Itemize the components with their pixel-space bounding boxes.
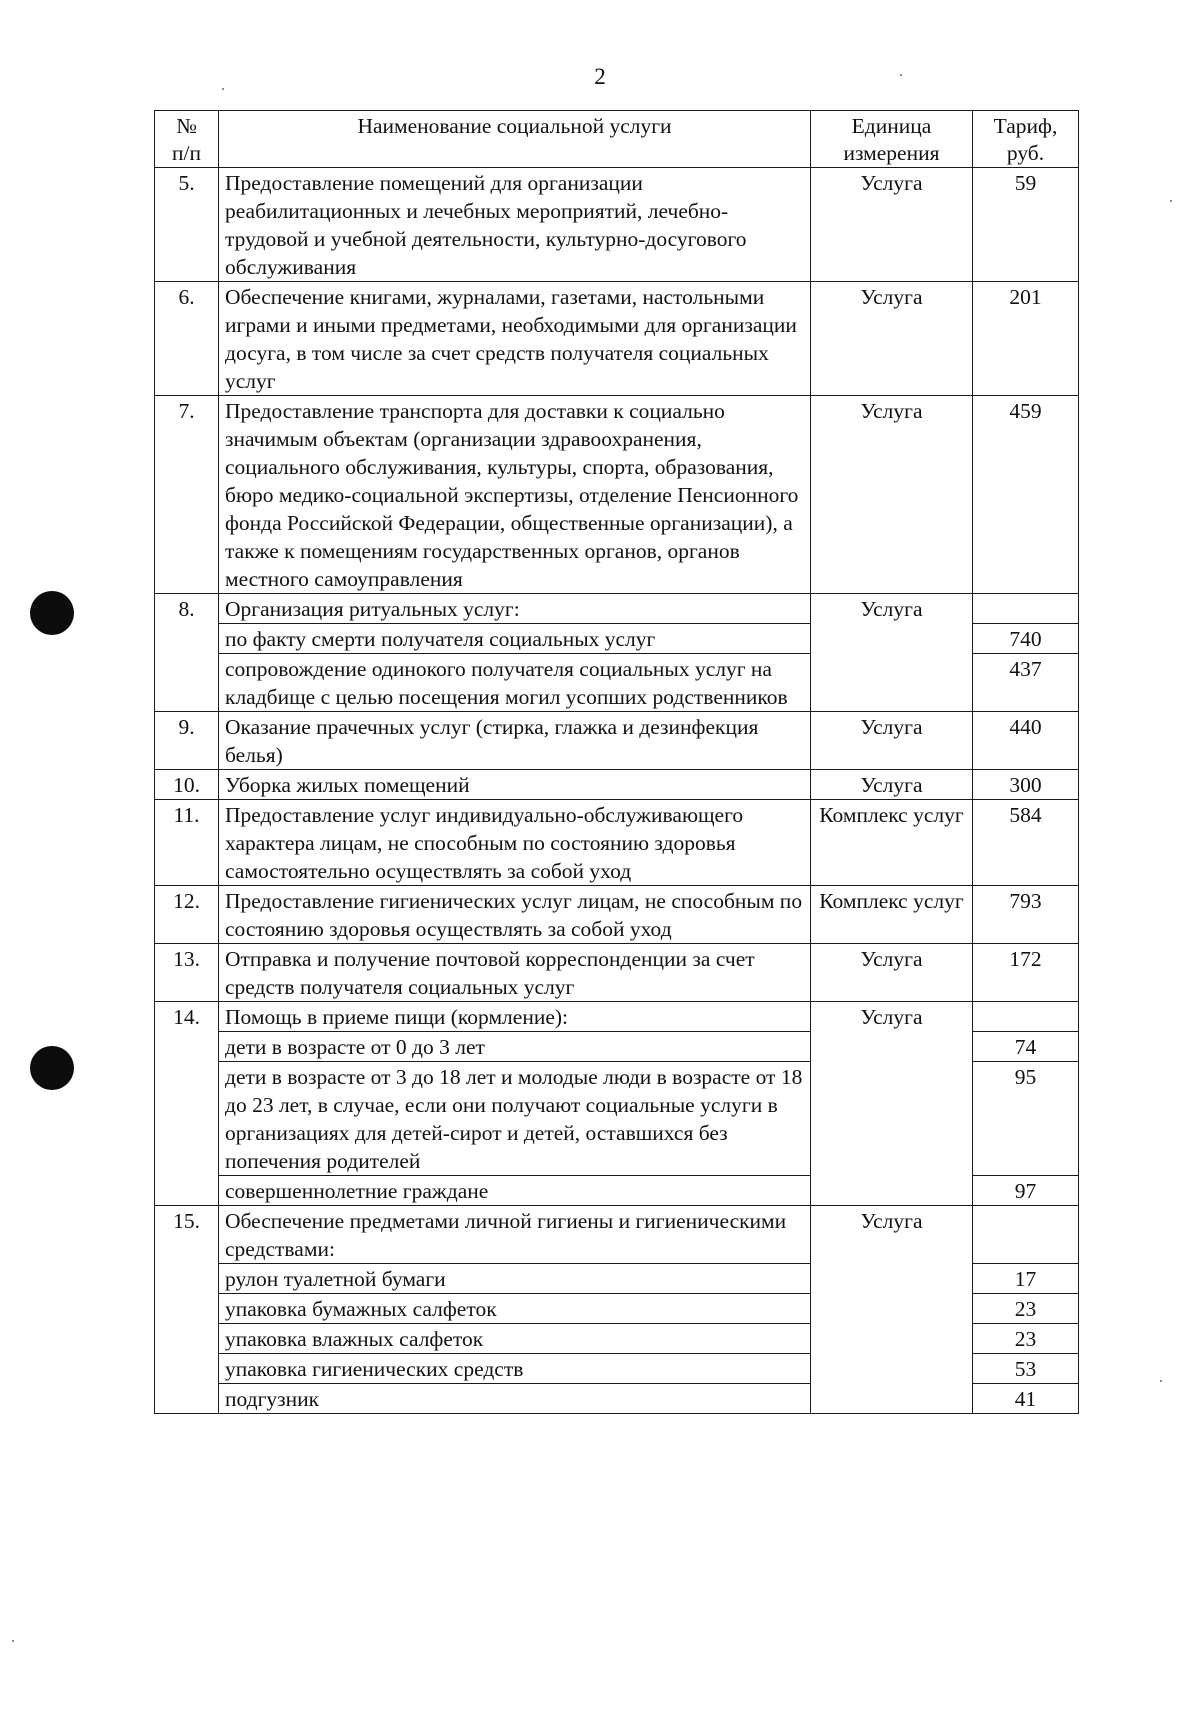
tariff-value: 172 (973, 944, 1079, 1002)
tariff-value: 53 (973, 1354, 1079, 1384)
service-subitem-name: рулон туалетной бумаги (219, 1264, 811, 1294)
tariff-value: 23 (973, 1324, 1079, 1354)
row-number: 6. (155, 282, 219, 396)
unit-of-measure: Услуга (811, 168, 973, 282)
tariff-value: 740 (973, 624, 1079, 654)
service-subitem-name: упаковка бумажных салфеток (219, 1294, 811, 1324)
service-name: Предоставление помещений для организации реабилитационных и лечебных мероприятий, лечебно-трудовой и учебной деятельности, культурно-досугового обслуживания (219, 168, 811, 282)
header-tariff: Тариф, руб. (973, 111, 1079, 168)
row-number: 12. (155, 886, 219, 944)
tariff-value: 59 (973, 168, 1079, 282)
table-row (155, 1206, 1079, 1264)
service-subitem-name: сопровождение одинокого получателя социальных услуг на кладбище с целью посещения могил усопших родственников (219, 654, 811, 712)
service-name: Предоставление услуг индивидуально-обслуживающего характера лицам, не способным по состоянию здоровья самостоятельно осуществлять за собой уход (219, 800, 811, 886)
unit-of-measure: Комплекс услуг (811, 800, 973, 886)
table-row (155, 800, 1079, 886)
service-name: Оказание прачечных услуг (стирка, глажка и дезинфекция белья) (219, 712, 811, 770)
tariff-value: 17 (973, 1264, 1079, 1294)
service-name: Организация ритуальных услуг: (219, 594, 811, 624)
header-service-name: Наименование социальной услуги (219, 111, 811, 168)
tariff-value: 300 (973, 770, 1079, 800)
unit-of-measure: Услуга (811, 712, 973, 770)
tariff-value: 440 (973, 712, 1079, 770)
table-row (155, 712, 1079, 770)
tariff-value: 459 (973, 396, 1079, 594)
unit-of-measure: Услуга (811, 396, 973, 594)
tariff-value: 41 (973, 1384, 1079, 1414)
row-number: 8. (155, 594, 219, 712)
tariff-value (973, 1002, 1079, 1032)
table-body (155, 168, 1079, 1414)
row-number: 13. (155, 944, 219, 1002)
unit-of-measure: Услуга (811, 282, 973, 396)
table-row (155, 1002, 1079, 1032)
service-name: Обеспечение предметами личной гигиены и гигиеническими средствами: (219, 1206, 811, 1264)
service-subitem-name: дети в возрасте от 3 до 18 лет и молодые люди в возрасте от 18 до 23 лет, в случае, если они получают социальные услуги в организациях для детей-сирот и детей, оставшихся без попечения родителей (219, 1062, 811, 1176)
unit-of-measure: Услуга (811, 1206, 973, 1414)
unit-of-measure: Комплекс услуг (811, 886, 973, 944)
service-name: Уборка жилых помещений (219, 770, 811, 800)
scan-speck (222, 88, 224, 90)
scan-speck (900, 74, 902, 76)
unit-of-measure: Услуга (811, 944, 973, 1002)
service-name: Предоставление гигиенических услуг лицам, не способным по состоянию здоровья осуществлять за собой уход (219, 886, 811, 944)
service-subitem-name: подгузник (219, 1384, 811, 1414)
tariff-value (973, 1206, 1079, 1264)
row-number: 7. (155, 396, 219, 594)
table-row (155, 594, 1079, 624)
service-name: Помощь в приеме пищи (кормление): (219, 1002, 811, 1032)
tariff-value (973, 594, 1079, 624)
punch-hole-mark (30, 591, 74, 635)
services-tariff-table (154, 110, 1079, 1414)
header-unit: Единица измерения (811, 111, 973, 168)
unit-of-measure: Услуга (811, 594, 973, 712)
service-name: Обеспечение книгами, журналами, газетами, настольными играми и иными предметами, необходимыми для организации досуга, в том числе за счет средств получателя социальных услуг (219, 282, 811, 396)
service-subitem-name: дети в возрасте от 0 до 3 лет (219, 1032, 811, 1062)
unit-of-measure: Услуга (811, 770, 973, 800)
service-name: Отправка и получение почтовой корреспонденции за счет средств получателя социальных услуг (219, 944, 811, 1002)
tariff-value: 437 (973, 654, 1079, 712)
table-header-row (155, 111, 1079, 168)
row-number: 11. (155, 800, 219, 886)
table-row (155, 168, 1079, 282)
tariff-value: 74 (973, 1032, 1079, 1062)
table-row (155, 396, 1079, 594)
punch-hole-mark (30, 1046, 74, 1090)
service-name: Предоставление транспорта для доставки к социально значимым объектам (организации здравоохранения, социального обслуживания, культуры, спорта, образования, бюро медико-социальной экспертизы, отделение Пенсионного фонда Российской Федерации, общественные организации), а также к помещениям государственных органов, органов местного самоуправления (219, 396, 811, 594)
row-number: 15. (155, 1206, 219, 1414)
header-number: № п/п (155, 111, 219, 168)
tariff-value: 23 (973, 1294, 1079, 1324)
page-number: 2 (594, 64, 606, 89)
table-row (155, 886, 1079, 944)
scan-speck (1170, 200, 1172, 202)
tariff-value: 584 (973, 800, 1079, 886)
tariff-value: 97 (973, 1176, 1079, 1206)
tariff-value: 95 (973, 1062, 1079, 1176)
service-subitem-name: упаковка гигиенических средств (219, 1354, 811, 1384)
table-row (155, 770, 1079, 800)
table-row (155, 282, 1079, 396)
unit-of-measure: Услуга (811, 1002, 973, 1206)
scan-speck (1160, 1380, 1162, 1382)
row-number: 5. (155, 168, 219, 282)
row-number: 9. (155, 712, 219, 770)
row-number: 10. (155, 770, 219, 800)
service-subitem-name: упаковка влажных салфеток (219, 1324, 811, 1354)
service-subitem-name: совершеннолетние граждане (219, 1176, 811, 1206)
service-subitem-name: по факту смерти получателя социальных услуг (219, 624, 811, 654)
tariff-value: 793 (973, 886, 1079, 944)
table-row (155, 944, 1079, 1002)
row-number: 14. (155, 1002, 219, 1206)
tariff-value: 201 (973, 282, 1079, 396)
scan-speck (12, 1640, 14, 1642)
